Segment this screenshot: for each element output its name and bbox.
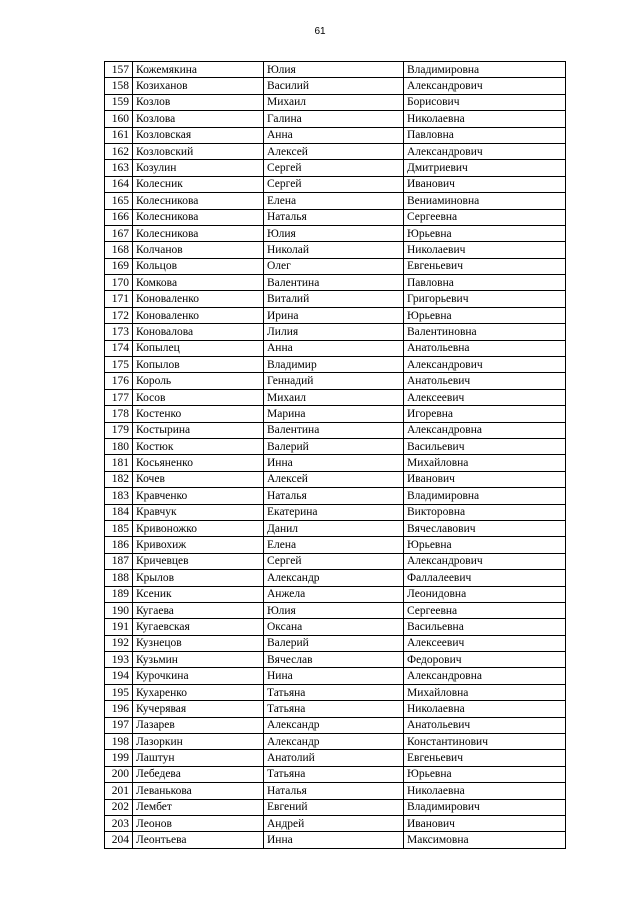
patronymic-cell: Максимовна (404, 832, 566, 848)
table-row (105, 504, 566, 520)
patronymic-cell: Александрович (404, 553, 566, 569)
row-number-cell: 175 (105, 357, 133, 373)
row-number-cell: 157 (105, 62, 133, 78)
last-name-cell: Кривоножко (133, 520, 264, 536)
table-row (105, 734, 566, 750)
first-name-cell: Василий (264, 78, 404, 94)
table-row (105, 389, 566, 405)
table-row (105, 766, 566, 782)
last-name-cell: Колесник (133, 176, 264, 192)
last-name-cell: Кравчук (133, 504, 264, 520)
last-name-cell: Колесникова (133, 193, 264, 209)
patronymic-cell: Анатольевич (404, 717, 566, 733)
first-name-cell: Сергей (264, 553, 404, 569)
table-row (105, 258, 566, 274)
patronymic-cell: Павловна (404, 127, 566, 143)
first-name-cell: Юлия (264, 225, 404, 241)
last-name-cell: Лебедева (133, 766, 264, 782)
row-number-cell: 165 (105, 193, 133, 209)
table-row (105, 275, 566, 291)
table-row (105, 652, 566, 668)
last-name-cell: Колесникова (133, 209, 264, 225)
row-number-cell: 185 (105, 520, 133, 536)
first-name-cell: Анна (264, 127, 404, 143)
row-number-cell: 200 (105, 766, 133, 782)
row-number-cell: 164 (105, 176, 133, 192)
row-number-cell: 167 (105, 225, 133, 241)
first-name-cell: Владимир (264, 357, 404, 373)
first-name-cell: Юлия (264, 602, 404, 618)
patronymic-cell: Николаевна (404, 111, 566, 127)
patronymic-cell: Николаевна (404, 701, 566, 717)
table-row (105, 586, 566, 602)
table-row (105, 520, 566, 536)
table-row (105, 668, 566, 684)
table-row (105, 242, 566, 258)
table-row (105, 176, 566, 192)
row-number-cell: 191 (105, 619, 133, 635)
table-row (105, 570, 566, 586)
first-name-cell: Татьяна (264, 701, 404, 717)
row-number-cell: 203 (105, 815, 133, 831)
first-name-cell: Наталья (264, 783, 404, 799)
first-name-cell: Алексей (264, 471, 404, 487)
table-row (105, 307, 566, 323)
patronymic-cell: Николаевич (404, 242, 566, 258)
table-row (105, 488, 566, 504)
last-name-cell: Костюк (133, 438, 264, 454)
table-row (105, 635, 566, 651)
row-number-cell: 193 (105, 652, 133, 668)
row-number-cell: 190 (105, 602, 133, 618)
patronymic-cell: Игоревна (404, 406, 566, 422)
last-name-cell: Копылов (133, 357, 264, 373)
first-name-cell: Татьяна (264, 684, 404, 700)
first-name-cell: Виталий (264, 291, 404, 307)
row-number-cell: 192 (105, 635, 133, 651)
table-row (105, 471, 566, 487)
patronymic-cell: Вениаминовна (404, 193, 566, 209)
last-name-cell: Кричевцев (133, 553, 264, 569)
row-number-cell: 158 (105, 78, 133, 94)
first-name-cell: Инна (264, 832, 404, 848)
row-number-cell: 166 (105, 209, 133, 225)
table-row (105, 143, 566, 159)
first-name-cell: Михаил (264, 94, 404, 110)
table-row (105, 799, 566, 815)
roster-table (104, 61, 566, 849)
row-number-cell: 189 (105, 586, 133, 602)
last-name-cell: Косов (133, 389, 264, 405)
patronymic-cell: Васильевич (404, 438, 566, 454)
first-name-cell: Елена (264, 537, 404, 553)
first-name-cell: Екатерина (264, 504, 404, 520)
last-name-cell: Леонтьева (133, 832, 264, 848)
last-name-cell: Копылец (133, 340, 264, 356)
table-row (105, 324, 566, 340)
table-row (105, 832, 566, 848)
roster-body (105, 62, 566, 849)
row-number-cell: 201 (105, 783, 133, 799)
row-number-cell: 173 (105, 324, 133, 340)
first-name-cell: Галина (264, 111, 404, 127)
table-row (105, 111, 566, 127)
last-name-cell: Коноваленко (133, 291, 264, 307)
patronymic-cell: Владимировна (404, 62, 566, 78)
row-number-cell: 163 (105, 160, 133, 176)
table-row (105, 225, 566, 241)
last-name-cell: Кольцов (133, 258, 264, 274)
patronymic-cell: Владимировна (404, 488, 566, 504)
table-row (105, 438, 566, 454)
row-number-cell: 171 (105, 291, 133, 307)
patronymic-cell: Вячеславович (404, 520, 566, 536)
first-name-cell: Анна (264, 340, 404, 356)
last-name-cell: Колесникова (133, 225, 264, 241)
row-number-cell: 199 (105, 750, 133, 766)
patronymic-cell: Дмитриевич (404, 160, 566, 176)
table-row (105, 406, 566, 422)
first-name-cell: Олег (264, 258, 404, 274)
row-number-cell: 196 (105, 701, 133, 717)
patronymic-cell: Константинович (404, 734, 566, 750)
table-row (105, 783, 566, 799)
row-number-cell: 181 (105, 455, 133, 471)
patronymic-cell: Владимирович (404, 799, 566, 815)
table-row (105, 62, 566, 78)
first-name-cell: Александр (264, 734, 404, 750)
table-row (105, 815, 566, 831)
row-number-cell: 174 (105, 340, 133, 356)
first-name-cell: Наталья (264, 209, 404, 225)
patronymic-cell: Анатольевна (404, 340, 566, 356)
last-name-cell: Лазоркин (133, 734, 264, 750)
patronymic-cell: Алексеевич (404, 635, 566, 651)
last-name-cell: Леванькова (133, 783, 264, 799)
first-name-cell: Оксана (264, 619, 404, 635)
row-number-cell: 198 (105, 734, 133, 750)
patronymic-cell: Валентиновна (404, 324, 566, 340)
last-name-cell: Козловская (133, 127, 264, 143)
last-name-cell: Лаштун (133, 750, 264, 766)
first-name-cell: Геннадий (264, 373, 404, 389)
first-name-cell: Андрей (264, 815, 404, 831)
last-name-cell: Козиханов (133, 78, 264, 94)
row-number-cell: 204 (105, 832, 133, 848)
last-name-cell: Кузьмин (133, 652, 264, 668)
row-number-cell: 187 (105, 553, 133, 569)
first-name-cell: Анатолий (264, 750, 404, 766)
last-name-cell: Король (133, 373, 264, 389)
last-name-cell: Курочкина (133, 668, 264, 684)
row-number-cell: 160 (105, 111, 133, 127)
table-row (105, 455, 566, 471)
first-name-cell: Михаил (264, 389, 404, 405)
table-row (105, 373, 566, 389)
table-row (105, 422, 566, 438)
row-number-cell: 195 (105, 684, 133, 700)
patronymic-cell: Александрович (404, 143, 566, 159)
table-row (105, 193, 566, 209)
last-name-cell: Кугаевская (133, 619, 264, 635)
table-row (105, 701, 566, 717)
row-number-cell: 159 (105, 94, 133, 110)
first-name-cell: Елена (264, 193, 404, 209)
patronymic-cell: Григорьевич (404, 291, 566, 307)
first-name-cell: Николай (264, 242, 404, 258)
first-name-cell: Валерий (264, 438, 404, 454)
row-number-cell: 177 (105, 389, 133, 405)
table-row (105, 78, 566, 94)
table-row (105, 602, 566, 618)
patronymic-cell: Иванович (404, 176, 566, 192)
row-number-cell: 184 (105, 504, 133, 520)
patronymic-cell: Леонидовна (404, 586, 566, 602)
table-row (105, 340, 566, 356)
first-name-cell: Анжела (264, 586, 404, 602)
table-row (105, 537, 566, 553)
last-name-cell: Кравченко (133, 488, 264, 504)
patronymic-cell: Николаевна (404, 783, 566, 799)
row-number-cell: 176 (105, 373, 133, 389)
first-name-cell: Сергей (264, 160, 404, 176)
table-row (105, 291, 566, 307)
first-name-cell: Вячеслав (264, 652, 404, 668)
last-name-cell: Комкова (133, 275, 264, 291)
page-number: 61 (314, 26, 326, 37)
row-number-cell: 179 (105, 422, 133, 438)
first-name-cell: Валентина (264, 275, 404, 291)
first-name-cell: Татьяна (264, 766, 404, 782)
row-number-cell: 180 (105, 438, 133, 454)
first-name-cell: Евгений (264, 799, 404, 815)
row-number-cell: 162 (105, 143, 133, 159)
patronymic-cell: Алексеевич (404, 389, 566, 405)
row-number-cell: 170 (105, 275, 133, 291)
first-name-cell: Инна (264, 455, 404, 471)
first-name-cell: Ирина (264, 307, 404, 323)
last-name-cell: Кухаренко (133, 684, 264, 700)
patronymic-cell: Фаллалеевич (404, 570, 566, 586)
row-number-cell: 194 (105, 668, 133, 684)
last-name-cell: Кривохиж (133, 537, 264, 553)
row-number-cell: 182 (105, 471, 133, 487)
patronymic-cell: Анатольевич (404, 373, 566, 389)
last-name-cell: Крылов (133, 570, 264, 586)
last-name-cell: Лазарев (133, 717, 264, 733)
first-name-cell: Александр (264, 717, 404, 733)
table-row (105, 209, 566, 225)
patronymic-cell: Иванович (404, 815, 566, 831)
first-name-cell: Валентина (264, 422, 404, 438)
patronymic-cell: Васильевна (404, 619, 566, 635)
first-name-cell: Валерий (264, 635, 404, 651)
table-row (105, 684, 566, 700)
last-name-cell: Колчанов (133, 242, 264, 258)
first-name-cell: Нина (264, 668, 404, 684)
row-number-cell: 197 (105, 717, 133, 733)
row-number-cell: 202 (105, 799, 133, 815)
first-name-cell: Алексей (264, 143, 404, 159)
row-number-cell: 183 (105, 488, 133, 504)
patronymic-cell: Иванович (404, 471, 566, 487)
last-name-cell: Козулин (133, 160, 264, 176)
first-name-cell: Наталья (264, 488, 404, 504)
row-number-cell: 172 (105, 307, 133, 323)
table-row (105, 357, 566, 373)
last-name-cell: Костырина (133, 422, 264, 438)
patronymic-cell: Александровна (404, 422, 566, 438)
patronymic-cell: Александрович (404, 357, 566, 373)
patronymic-cell: Михайловна (404, 684, 566, 700)
table-row (105, 553, 566, 569)
last-name-cell: Коноваленко (133, 307, 264, 323)
first-name-cell: Сергей (264, 176, 404, 192)
row-number-cell: 178 (105, 406, 133, 422)
last-name-cell: Кочев (133, 471, 264, 487)
table-row (105, 717, 566, 733)
patronymic-cell: Юрьевна (404, 766, 566, 782)
last-name-cell: Козлов (133, 94, 264, 110)
first-name-cell: Лилия (264, 324, 404, 340)
patronymic-cell: Сергеевна (404, 602, 566, 618)
last-name-cell: Косьяненко (133, 455, 264, 471)
last-name-cell: Леонов (133, 815, 264, 831)
first-name-cell: Данил (264, 520, 404, 536)
patronymic-cell: Юрьевна (404, 537, 566, 553)
first-name-cell: Юлия (264, 62, 404, 78)
table-row (105, 619, 566, 635)
table-row (105, 94, 566, 110)
row-number-cell: 186 (105, 537, 133, 553)
last-name-cell: Лембет (133, 799, 264, 815)
last-name-cell: Кучерявая (133, 701, 264, 717)
last-name-cell: Козлова (133, 111, 264, 127)
last-name-cell: Кожемякина (133, 62, 264, 78)
row-number-cell: 188 (105, 570, 133, 586)
patronymic-cell: Сергеевна (404, 209, 566, 225)
first-name-cell: Марина (264, 406, 404, 422)
table-row (105, 127, 566, 143)
patronymic-cell: Александрович (404, 78, 566, 94)
row-number-cell: 169 (105, 258, 133, 274)
last-name-cell: Костенко (133, 406, 264, 422)
first-name-cell: Александр (264, 570, 404, 586)
last-name-cell: Кугаева (133, 602, 264, 618)
patronymic-cell: Евгеньевич (404, 258, 566, 274)
patronymic-cell: Павловна (404, 275, 566, 291)
patronymic-cell: Евгеньевич (404, 750, 566, 766)
last-name-cell: Ксеник (133, 586, 264, 602)
table-row (105, 750, 566, 766)
last-name-cell: Коновалова (133, 324, 264, 340)
row-number-cell: 168 (105, 242, 133, 258)
patronymic-cell: Борисович (404, 94, 566, 110)
table-row (105, 160, 566, 176)
row-number-cell: 161 (105, 127, 133, 143)
patronymic-cell: Александровна (404, 668, 566, 684)
patronymic-cell: Юрьевна (404, 225, 566, 241)
last-name-cell: Козловский (133, 143, 264, 159)
patronymic-cell: Викторовна (404, 504, 566, 520)
patronymic-cell: Федорович (404, 652, 566, 668)
last-name-cell: Кузнецов (133, 635, 264, 651)
patronymic-cell: Юрьевна (404, 307, 566, 323)
patronymic-cell: Михайловна (404, 455, 566, 471)
